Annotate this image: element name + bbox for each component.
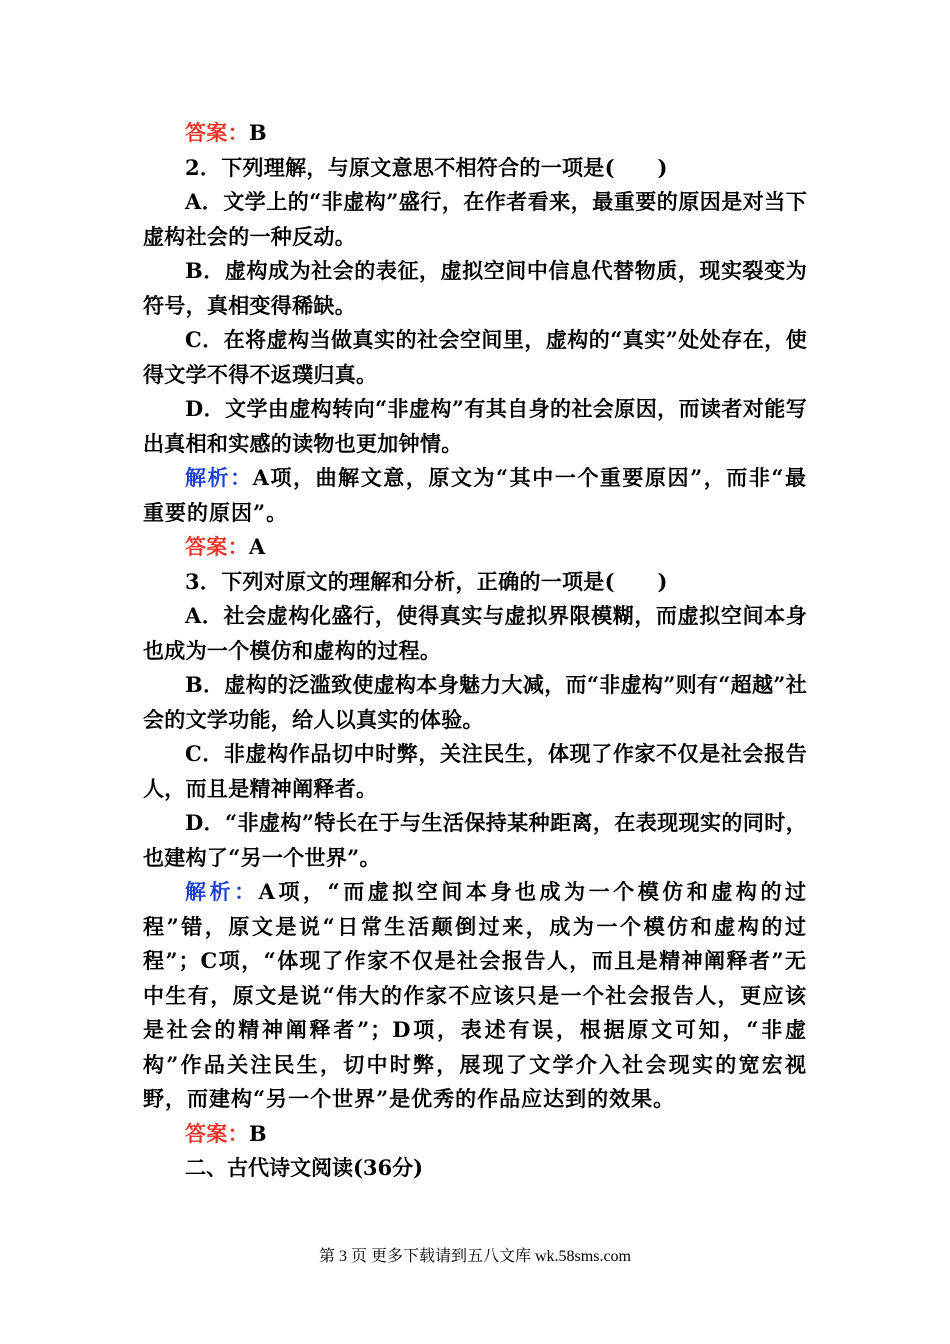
document-body: [143, 116, 807, 1186]
answer-value: A: [248, 534, 266, 559]
option-3b: B．虚构的泛滥致使虚构本身魅力大减，而“非虚构”则有“超越”社会的文学功能，给人以真实的体验。: [143, 672, 807, 732]
answer-label: 答案：: [185, 534, 249, 559]
answer-label: 答案：: [185, 1120, 249, 1146]
option-2c: C．在将虚构当做真实的社会空间里，虚构的“真实”处处存在，使得文学不得不返璞归真。: [143, 327, 807, 387]
option-3a: A．社会虚构化盛行，使得真实与虚拟界限模糊，而虚拟空间本身也成为一个模仿和虚构的过程。: [143, 603, 807, 663]
page-footer: 第 3 页 更多下载请到五八文库 wk.58sms.com: [318, 1248, 631, 1265]
analysis-label: 解析：: [185, 879, 259, 904]
option-2d: D．文学由虚构转向“非虚构”有其自身的社会原因，而读者对能写出真相和实感的读物也更加钟情。: [143, 396, 807, 456]
section-heading: 二、古代诗文阅读(36分): [185, 1155, 424, 1180]
answer-value: B: [248, 1120, 267, 1146]
option-2a: A．文学上的“非虚构”盛行，在作者看来，最重要的原因是对当下虚构社会的一种反动。: [143, 189, 807, 249]
question-2: 2．下列理解，与原文意思不相符合的一项是( ): [185, 154, 668, 180]
analysis-3: [143, 875, 807, 1117]
option-2b: B．虚构成为社会的表征，虚拟空间中信息代替物质，现实裂变为符号，真相变得稀缺。: [143, 258, 807, 318]
answer-label: 答案：: [185, 120, 249, 145]
analysis-text: A项，曲解文意，原文为“其中一个重要原因”，而非“最重要的原因”。: [143, 465, 808, 525]
option-3d: D．“非虚构”特长在于与生活保持某种距离，在表现现实的同时，也建构了“另一个世界”。: [143, 810, 807, 870]
question-3: 3．下列对原文的理解和分析，正确的一项是( ): [185, 568, 668, 594]
analysis-2: [143, 461, 807, 530]
answer-line: [143, 116, 807, 151]
option-3c: C．非虚构作品切中时弊，关注民生，体现了作家不仅是社会报告人，而且是精神阐释者。: [143, 741, 807, 801]
answer-line: [143, 530, 807, 565]
analysis-text: A项，“而虚拟空间本身也成为一个模仿和虚构的过程”错，原文是说“日常生活颠倒过来，成为一个模仿和虚构的过程”；C项，“体现了作家不仅是社会报告人，而且是精神阐释者”无中生有，原文是说“伟大的作家不应该只是一个社会报告人，更应该是社会的精神阐释者”；D项，表述有误，根据原文可知，“非虚构”作品关注民生，切中时弊，展现了文学介入社会现实的宽宏视野，而建构“另一个世界”是优秀的作品应达到的效果。: [143, 879, 808, 1111]
analysis-label: 解析：: [185, 465, 253, 490]
answer-line: [143, 1117, 807, 1152]
answer-value: B: [248, 120, 267, 145]
